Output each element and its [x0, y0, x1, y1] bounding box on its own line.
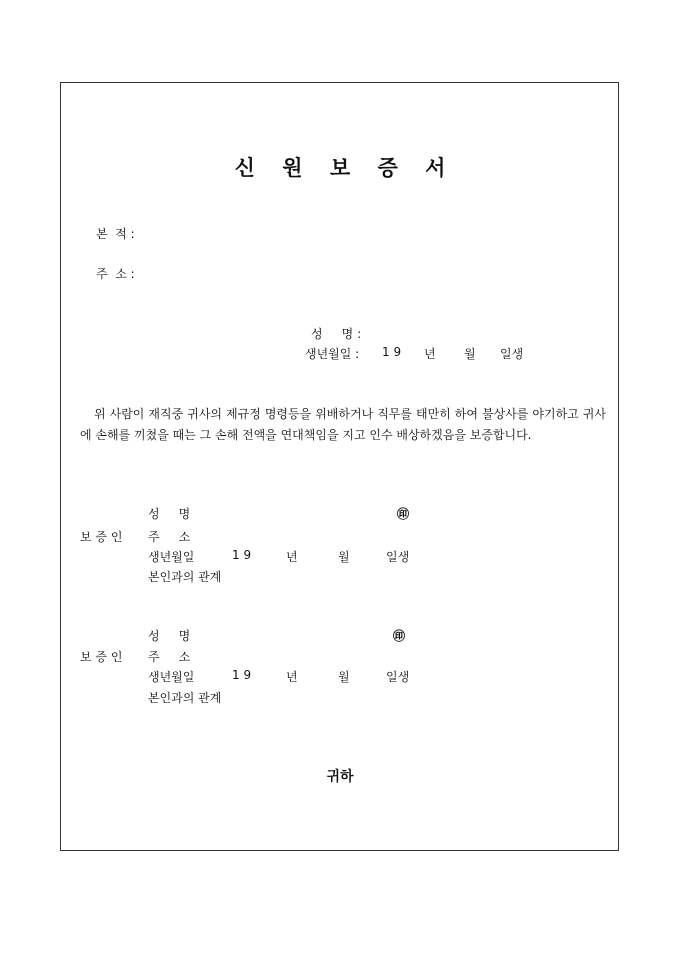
guarantor-1-address-label: 주 소 — [148, 530, 191, 544]
subject-birth-label: 생년월일 : — [305, 347, 360, 361]
subject-birth-year: 1 9 — [382, 345, 402, 359]
guarantor-2-relation-label: 본인과의 관계 — [148, 691, 222, 705]
guarantor-2-seal-mark: ㊞ — [393, 629, 406, 643]
document-title — [0, 152, 680, 182]
guarantor-2-month-label: 월 — [338, 670, 350, 684]
closing-addressee: 귀하 — [326, 769, 354, 785]
document-border — [60, 82, 619, 851]
guarantor-1-birth-year: 1 9 — [232, 548, 252, 562]
subject-month-label: 월 — [464, 347, 476, 361]
guarantor-1-relation-label: 본인과의 관계 — [148, 570, 222, 584]
guarantor-2-name-label: 성 명 — [148, 629, 191, 643]
guarantor-2-year-label: 년 — [286, 670, 298, 684]
subject-year-label: 년 — [424, 347, 436, 361]
guarantor-1-month-label: 월 — [338, 550, 350, 564]
title-char: 원 — [282, 155, 303, 180]
title-char: 증 — [377, 155, 398, 180]
guarantor-2-day-label: 일생 — [386, 670, 410, 684]
guarantor-1-day-label: 일생 — [386, 550, 410, 564]
title-char: 신 — [234, 155, 255, 180]
guarantor-1-year-label: 년 — [286, 550, 298, 564]
guarantor-2-birth-year: 1 9 — [232, 668, 252, 682]
guarantor-1-name-label: 성 명 — [148, 507, 191, 521]
guarantor-1-seal-mark: ㊞ — [397, 507, 410, 521]
subject-day-label: 일생 — [500, 347, 524, 361]
guarantor-1-group-label: 보 증 인 — [80, 530, 123, 544]
guarantor-2-birth-label: 생년월일 — [148, 670, 195, 684]
guarantee-statement: 위 사람이 재직중 귀사의 제규정 명령등을 위배하거나 직무를 태만히 하여 불상사를 야기하고 귀사에 손해를 끼쳤을 때는 그 손해 전액을 연대책임을 지고 인수 배상하겠음을 보증합니다. — [80, 407, 606, 442]
guarantor-2-group-label: 보 증 인 — [80, 650, 123, 664]
title-char: 서 — [425, 155, 446, 180]
address-label: 주 소 : — [96, 267, 135, 281]
subject-name-label: 성 명 : — [311, 327, 362, 341]
title-char: 보 — [329, 155, 351, 180]
guarantor-2-address-label: 주 소 — [148, 650, 191, 664]
guarantor-1-birth-label: 생년월일 — [148, 550, 195, 564]
domicile-label: 본 적 : — [96, 227, 135, 241]
